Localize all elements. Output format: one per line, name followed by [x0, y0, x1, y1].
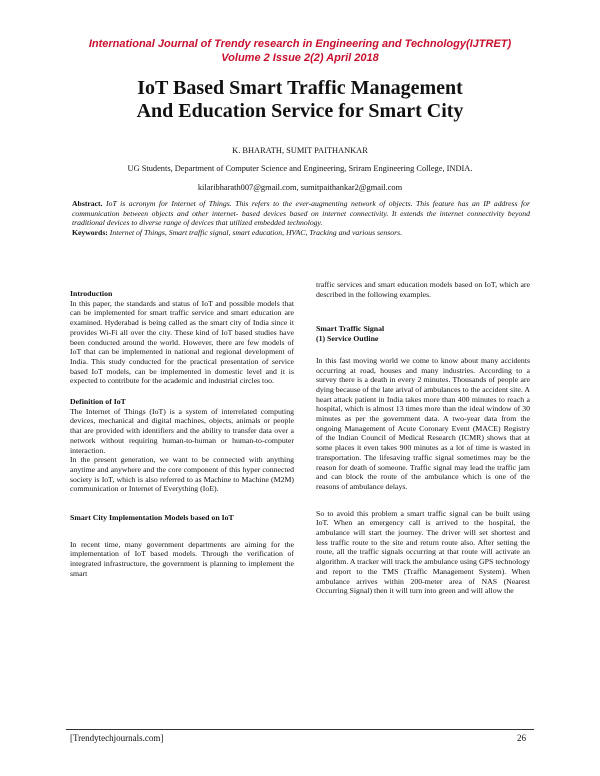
continuation-text: traffic services and smart education models based on IoT, which are described in the following examples. — [316, 280, 530, 299]
abstract — [72, 199, 530, 237]
footer-site: [Trendytechjournals.com] — [70, 733, 164, 743]
abstract-label: Abstract. — [72, 199, 103, 208]
paper-title-line1: IoT Based Smart Traffic Management — [137, 77, 463, 99]
keywords-text: Internet of Things, Smart traffic signal, smart education, HVAC, Tracking and various sensors. — [107, 227, 402, 237]
intro-heading: Introduction — [70, 289, 113, 298]
right-column — [316, 280, 530, 596]
smart-traffic-signal-heading: Smart Traffic Signal — [316, 324, 385, 334]
definition-text-1: The Internet of Things (IoT) is a system of interrelated computing devices, mechanical and digital machines, objects, animals or people that are provided with identifiers and the ability to transfer data over a network without requiring human-to-human or human-to-computer interaction. — [70, 406, 294, 455]
models-heading: Smart City Implementation Models based on IoT — [70, 513, 234, 523]
left-column — [70, 289, 294, 579]
page-number: 26 — [517, 733, 526, 743]
models-text: In recent time, many government departments are aiming for the implementation of IoT based models. Through the verification of integrated infrastructure, the government is planning to implement the smart — [70, 539, 294, 578]
emails: kilaribharath007@gmail.com, sumitpaithankar2@gmail.com — [197, 183, 403, 192]
abstract-text: IoT is acronym for Internet of Things. This refers to the ever-augmenting network of objects. This feature has an IP address for communication between objects and other internet- based devices based on internet connectivity. It extends the internet connectivity beyond traditional devices to diverse range of devices that utilized embedded technology. — [72, 199, 530, 228]
footer-divider — [66, 729, 534, 730]
journal-name: International Journal of Trendy research in Engineering and Technology(IJTRET) — [88, 38, 512, 50]
definition-text-2: In the present generation, we want to be connected with anything anytime and anywhere and the core component of this hyper connected society is IoT, which is also referred to as Machine to Machine (M2M) communication or Internet of Everything (IoE). — [70, 455, 294, 494]
journal-issue: Volume 2 Issue 2(2) April 2018 — [221, 52, 379, 64]
keywords-label: Keywords: — [72, 227, 108, 237]
service-outline-para-1: In this fast moving world we come to know about many accidents occurring at road, houses and many industries. According to a survey there is a death in every 2 minutes. Thousands of people are dying because of the late arival of ambulances to the accident site. A heart attack patient in India takes more than 400 minutes to reach a hospital, which is almost 13 times more than the ideal window of 30 minutes as per the government data. A two-year data from the ongoing Management of Acute Coronary Event (MACE) Registry of the Indian Council of Medical Research (ICMR) shows that at some places it even takes 900 minutes as a lot of time is wasted in transportation. The lifesaving traffic signal sometimes may be the reason for death of someone. Traffic signal may lead the traffic jam and can block the route of the ambulance which is one of the reasons of ambulance delays. — [316, 355, 530, 491]
service-outline-heading: (1) Service Outline — [316, 334, 379, 344]
authors: K. BHARATH, SUMIT PAITHANKAR — [232, 146, 368, 155]
affiliation: UG Students, Department of Computer Science and Engineering, Sriram Engineering College, INDIA. — [127, 164, 473, 173]
paper-title-line2: And Education Service for Smart City — [136, 100, 464, 122]
definition-heading: Definition of IoT — [70, 397, 126, 407]
intro-text: In this paper, the standards and status of IoT and possible models that can be implemented for smart traffic service and smart education are examined. Hyderabad is being called as the smart city of India since it provides Wi-Fi all over the city. These kind of IoT based studies have been conducted around the world. However, there are few models of IoT that can be implemented in national and regional development of India. This study conducted for the practical presentation of service based IoT models, can be implemented in domestic level and it is expected to contribute for the academic and industrial circles too. — [70, 298, 294, 386]
service-outline-para-2: So to avoid this problem a smart traffic signal can be built using IoT. When an emergency call is arrived to the hospital, the ambulance will start the journey. The driver will set shortest and less traffic route to the site and return route also. After setting the route, all the traffic signals occurring at that route will activate an algorithm. A tracker will track the ambulance using GPS technology and report to the TMS (Traffic Management System). When ambulance arrives within 200-meter area of NAS (Nearest Occurring Signal) then it will turn into green and will allow the — [316, 508, 530, 596]
